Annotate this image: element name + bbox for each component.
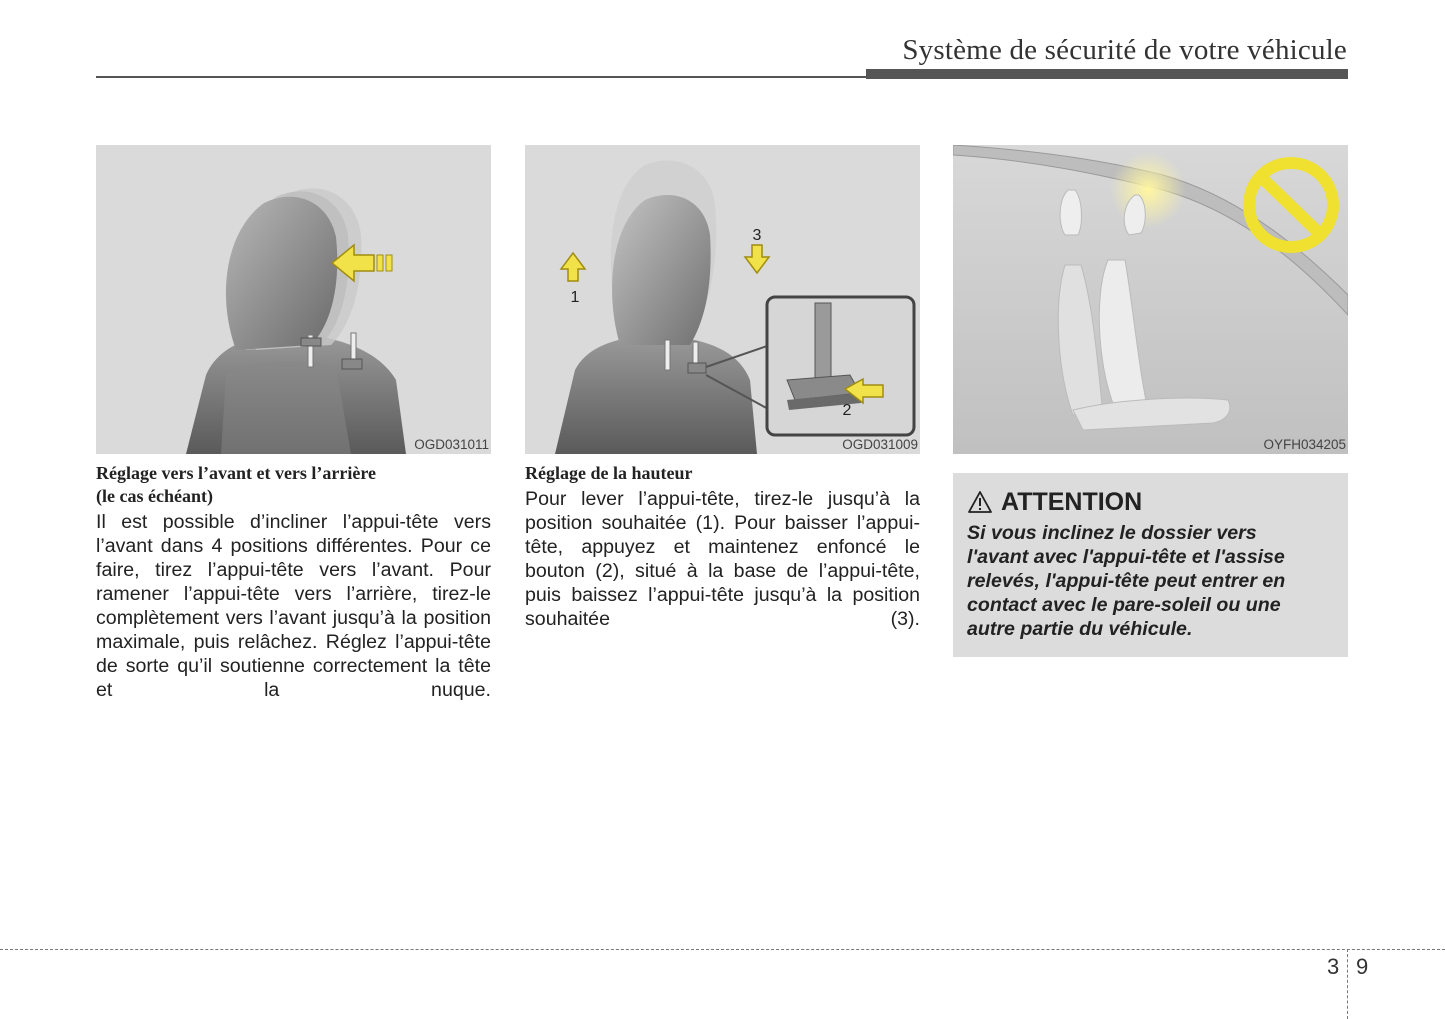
section-heading: Réglage de la hauteur xyxy=(525,463,693,483)
figure-code: OGD031011 xyxy=(414,437,489,452)
page-chapter-number: 3 xyxy=(1327,954,1340,979)
warning-triangle-icon xyxy=(967,490,993,514)
figure-sunvisor-contact xyxy=(953,145,1348,454)
figure-code: OYFH034205 xyxy=(1263,437,1346,452)
warning-title: ATTENTION xyxy=(1001,487,1143,516)
warning-line: autre partie du véhicule. xyxy=(967,618,1193,640)
section-heading-line1: Réglage vers l’avant et vers l’arrière xyxy=(96,463,377,483)
section-body: Il est possible d’incliner l’appui-tête vers l’avant dans 4 positions différentes. Pour ce faire, tirez l’appui-tête vers l’avant. Pour ramener l’appui-tête vers l’arrière, tirez-le complètement vers l’avant jusqu’à la position maximale, puis relâchez. Réglez l’appui-tête de sorte qu’il soutienne correctement la tête et la nuque. xyxy=(96,511,491,701)
section-forward-adjust xyxy=(96,462,491,726)
warning-panel xyxy=(953,473,1348,657)
section-body: Pour lever l’appui-tête, tirez-le jusqu’à la position souhaitée (1). Pour baisser l’appui-tête, appuyez et maintenez enfoncé le bouton (2), situé à la base de l’appui-tête, puis baissez l’appui-tête jusqu’à la position souhaitée (3). xyxy=(525,488,920,630)
footer-dashed-rule xyxy=(0,949,1445,950)
warning-line: l'avant avec l'appui-tête et l'assise xyxy=(967,546,1285,568)
headrest-tilt-illustration xyxy=(96,145,491,454)
footer-dashed-divider xyxy=(1347,949,1348,1019)
up-arrow-icon xyxy=(561,253,585,281)
warning-line: Si vous inclinez le dossier vers xyxy=(967,522,1257,544)
label-3: 3 xyxy=(752,227,762,244)
label-1: 1 xyxy=(570,289,580,306)
headrest-height-illustration xyxy=(525,145,920,454)
down-arrow-icon xyxy=(745,245,769,273)
warning-text xyxy=(967,521,1336,641)
section-height-adjust xyxy=(525,462,920,655)
section-heading-line2: (le cas échéant) xyxy=(96,486,213,506)
figure-forward-adjust xyxy=(96,145,491,454)
header-rule-thick xyxy=(866,69,1348,79)
seat-contact-illustration xyxy=(953,145,1348,454)
label-2: 2 xyxy=(842,402,852,419)
warning-title-row xyxy=(967,485,1142,519)
figure-code: OGD031009 xyxy=(842,437,918,452)
warning-line: relevés, l'appui-tête peut entrer en xyxy=(967,570,1286,592)
warning-line: contact avec le pare-soleil ou une xyxy=(967,594,1281,616)
page-number: 9 xyxy=(1356,954,1369,979)
figure-height-adjust xyxy=(525,145,920,454)
page-header-title: Système de sécurité de votre véhicule xyxy=(902,34,1347,66)
header-rule-thin xyxy=(96,76,868,78)
